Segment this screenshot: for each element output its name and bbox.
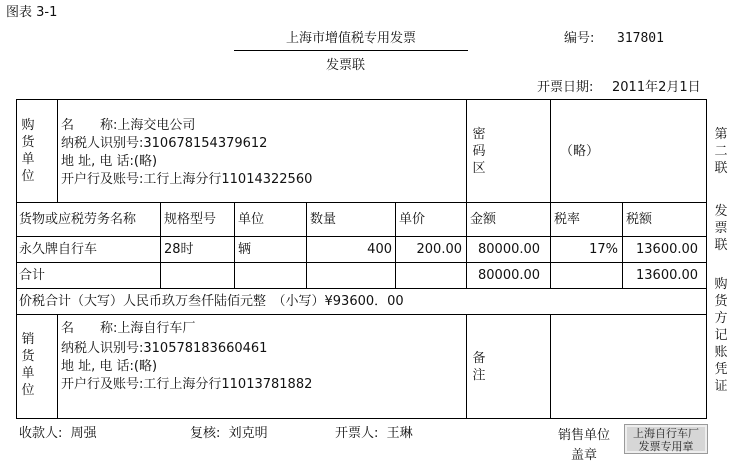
item-qty: 400 — [367, 242, 392, 257]
col-header-name: 货物或应税劳务名称 — [19, 212, 137, 227]
col-header-amount: 金额 — [470, 212, 497, 227]
item-price: 200.00 — [416, 242, 462, 257]
remarks-label-divider — [550, 314, 551, 418]
seller-tax-id: 310578183660461 — [143, 341, 268, 356]
item-name: 永久牌自行车 — [19, 242, 98, 257]
cipher-label: 密码区 — [472, 127, 486, 176]
seal-label: 销售单位盖章 — [557, 428, 610, 463]
figure-label: 图表 3-1 — [6, 5, 58, 20]
buyer-tax-id: 310678154379612 — [143, 136, 268, 151]
buyer-name: 上海交电公司 — [117, 118, 196, 133]
buyer-tax-id-row — [61, 136, 267, 152]
row-divider-grand-total — [16, 314, 707, 315]
stamp-line-2: 发票专用章 — [638, 440, 694, 453]
total-amount: 80000.00 — [478, 268, 541, 283]
buyer-label-divider — [57, 99, 58, 202]
grand-total: 价税合计（大写）人民币玖万叁仟陆佰元整 （小写）¥93600．00 — [19, 294, 404, 309]
invoice-stamp — [624, 424, 708, 454]
seller-address: (略) — [133, 359, 158, 374]
row-divider-header — [16, 236, 707, 237]
col-divider-5 — [466, 202, 467, 288]
col-header-tax: 税额 — [626, 212, 653, 227]
seller-address-row — [61, 359, 157, 375]
side-copy-number: 第二联 — [714, 127, 728, 176]
side-copy-name: 发票联 — [714, 204, 728, 253]
invoice-no-label: 编号: — [564, 31, 595, 46]
copy-name: 发票联 — [326, 58, 366, 73]
col-divider-7 — [622, 202, 623, 288]
seller-tax-id-row — [61, 341, 267, 357]
total-label: 合计 — [19, 268, 46, 283]
seller-name-row — [61, 321, 195, 337]
col-header-qty: 数量 — [310, 212, 337, 227]
buyer-address: (略) — [133, 154, 158, 169]
title-underline — [234, 50, 468, 51]
drawer-row — [335, 426, 413, 442]
payee-row — [19, 426, 97, 442]
issue-date-label: 开票日期: — [537, 80, 594, 95]
buyer-section-label: 购货单位 — [21, 118, 35, 184]
seller-name-label: 名 称: — [61, 321, 118, 336]
seller-tax-id-label: 纳税人识别号: — [61, 341, 144, 356]
reviewer-label: 复核: — [190, 426, 221, 441]
row-divider-total — [16, 288, 707, 289]
seller-address-label: 地 址, 电 话: — [61, 359, 134, 374]
row-divider-item — [16, 262, 707, 263]
invoice-title: 上海市增值税专用发票 — [286, 31, 417, 46]
table-border-right — [706, 99, 707, 418]
item-rate: 17% — [589, 242, 618, 257]
payee: 周强 — [70, 426, 97, 441]
seller-remarks-divider — [466, 314, 467, 418]
buyer-bank-label: 开户行及账号: — [61, 172, 144, 187]
invoice-no: 317801 — [617, 31, 664, 46]
buyer-cipher-divider — [466, 99, 467, 202]
total-tax: 13600.00 — [636, 268, 699, 283]
reviewer-row — [190, 426, 268, 442]
col-header-price: 单价 — [399, 212, 426, 227]
col-divider-1 — [160, 202, 161, 288]
col-divider-2 — [234, 202, 235, 288]
stamp-line-1: 上海自行车厂 — [633, 427, 699, 440]
item-tax: 13600.00 — [636, 242, 699, 257]
buyer-address-row — [61, 154, 157, 170]
seller-bank-label: 开户行及账号: — [61, 377, 144, 392]
row-divider-buyer — [16, 202, 707, 203]
payee-label: 收款人: — [19, 426, 63, 441]
col-divider-6 — [550, 202, 551, 288]
col-divider-4 — [395, 202, 396, 288]
drawer: 王琳 — [386, 426, 413, 441]
seller-label-divider — [57, 314, 58, 418]
issue-date: 2011年2月1日 — [612, 80, 701, 95]
buyer-tax-id-label: 纳税人识别号: — [61, 136, 144, 151]
buyer-address-label: 地 址, 电 话: — [61, 154, 134, 169]
seller-name: 上海自行车厂 — [117, 321, 196, 336]
item-amount: 80000.00 — [478, 242, 541, 257]
seller-section-label: 销货单位 — [21, 332, 35, 398]
col-header-unit: 单位 — [238, 212, 265, 227]
buyer-bank-row — [61, 172, 312, 188]
remarks-label: 备注 — [472, 351, 486, 383]
buyer-name-label: 名 称: — [61, 118, 118, 133]
seller-bank: 工行上海分行11013781882 — [143, 377, 313, 392]
col-header-spec: 规格型号 — [164, 212, 217, 227]
side-copy-usage: 购货方记账凭证 — [714, 277, 728, 394]
cipher-label-divider — [550, 99, 551, 202]
cipher-value: （略） — [560, 144, 600, 159]
col-divider-3 — [306, 202, 307, 288]
col-header-rate: 税率 — [554, 212, 581, 227]
table-border-left — [16, 99, 17, 418]
buyer-bank: 工行上海分行11014322560 — [143, 172, 313, 187]
buyer-name-row — [61, 118, 195, 134]
table-border-top — [16, 99, 707, 100]
reviewer: 刘克明 — [228, 426, 268, 441]
seller-bank-row — [61, 377, 312, 393]
table-border-bottom — [16, 418, 707, 419]
drawer-label: 开票人: — [335, 426, 379, 441]
item-spec: 28时 — [164, 242, 194, 257]
item-unit: 辆 — [238, 242, 252, 257]
